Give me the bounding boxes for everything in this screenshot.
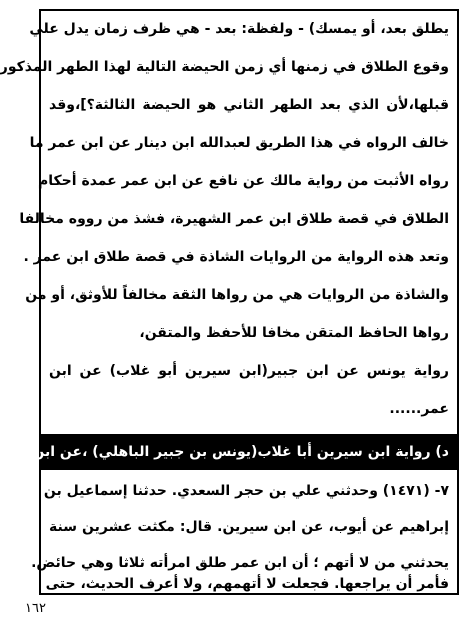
body-line-3: قبلها،لأن الذي بعد الطهر الثاني هو الحيضة الثالثة؟]،وقد: [49, 97, 449, 113]
body-line-10: رواية يونس عن ابن جبير(ابن سيرين أبو غلاب) عن ابن: [49, 363, 449, 379]
page-number: ١٦٢: [25, 601, 46, 616]
body-line-11: عمر......: [389, 401, 449, 417]
body-line-6: الطلاق في قصة طلاق ابن عمر الشهيرة، فشذ من رووه مخالفا: [19, 211, 449, 227]
body-line-5: رواه الأثبت من رواية مالك عن نافع عن ابن عمر عمدة أحكام: [38, 173, 449, 189]
body-line-8: والشاذة من الروايات هي من رواها الثقة مخالفاً للأوثق، أو من: [25, 287, 449, 303]
hadith-line-1: ٧- (١٤٧١) وحدثني علي بن حجر السعدي. حدثنا إسماعيل بن: [43, 483, 449, 499]
body-line-1: يطلق بعد، أو يمسك) - ولفظة: بعد - هي ظرف زمان يدل علي: [29, 21, 449, 37]
hadith-line-4: فأمر أن يراجعها. فجعلت لا أتهمهم، ولا أعرف الحديث، حتى: [45, 576, 449, 592]
hadith-line-3: يحدثني من لا أتهم ؛ أن ابن عمر طلق امرأته ثلاثا وهي حائض.: [31, 555, 449, 571]
hadith-line-2: إبراهيم عن أيوب، عن ابن سيرين. قال: مكثت عشرين سنة: [49, 519, 449, 535]
section-heading: د) رواية ابن سيرين أبا غلاب(يونس بن جبير الباهلي) ،عن ابن عمر: [41, 434, 457, 470]
body-line-9: رواها الحافظ المتقن مخافا للأحفظ والمتقن،: [139, 325, 449, 341]
body-line-7: وتعد هذه الرواية من الروايات الشاذة في قصة طلاق ابن عمر .: [23, 249, 449, 265]
body-line-2: وقوع الطلاق في زمنها أي زمن الحيضة التالية لهذا الطهر المذكور: [0, 59, 449, 75]
page-frame: [0, 9, 459, 595]
body-line-4: خالف الرواه في هذا الطريق لعبدالله ابن دينار عن ابن عمر ما: [29, 135, 449, 151]
